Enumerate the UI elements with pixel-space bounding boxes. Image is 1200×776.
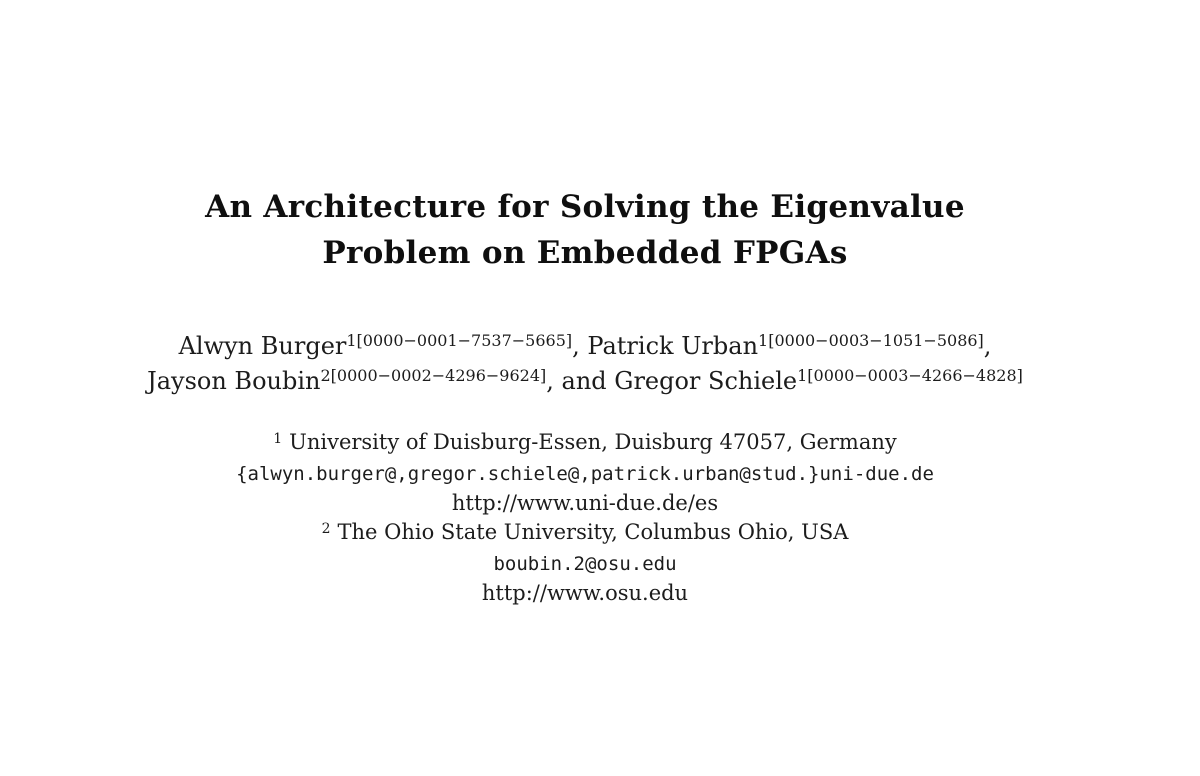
affiliation-2-url[interactable]: http://www.osu.edu [481, 581, 689, 605]
author-list [0, 330, 1170, 400]
author-orcid-superscript: 1[0000−0003−1051−5086] [758, 331, 984, 350]
author-orcid-superscript: 2[0000−0002−4296−9624] [320, 366, 547, 385]
affiliation-1-marker: 1 [273, 430, 283, 447]
affiliation-2-email: boubin.2@osu.edu [493, 553, 677, 575]
affiliation-2-marker: 2 [321, 520, 331, 537]
author-separator: , [983, 332, 992, 360]
author-orcid-superscript: 1[0000−0001−7537−5665] [346, 331, 573, 350]
author-separator: , and [546, 367, 615, 395]
author-orcid-superscript: 1[0000−0003−4266−4828] [797, 366, 1023, 385]
paper-title-line1: An Architecture for Solving the Eigenvalue [205, 189, 965, 225]
affiliation-2-institution-line [0, 518, 1170, 550]
author-separator: , [572, 332, 588, 360]
affiliation-1-institution-line [0, 428, 1170, 460]
affiliation-1-emails: {alwyn.burger@,gregor.schiele@,patrick.urban@stud.}uni-due.de [236, 463, 934, 485]
affiliation-2-institution: The Ohio State University, Columbus Ohio, USA [337, 520, 849, 544]
paper-title-line2: Problem on Embedded FPGAs [322, 235, 848, 271]
affiliation-block [0, 428, 1170, 608]
author-name: Gregor Schiele [614, 367, 798, 395]
affiliation-1-institution: University of Duisburg-Essen, Duisburg 47057, Germany [289, 430, 897, 454]
author-name: Patrick Urban [587, 332, 759, 360]
author-line-1 [0, 330, 1170, 365]
author-name: Alwyn Burger [178, 332, 347, 360]
author-line-2 [0, 365, 1170, 400]
affiliation-1-url[interactable]: http://www.uni-due.de/es [451, 491, 719, 515]
paper-title [0, 184, 1170, 276]
author-name: Jayson Boubin [147, 367, 321, 395]
